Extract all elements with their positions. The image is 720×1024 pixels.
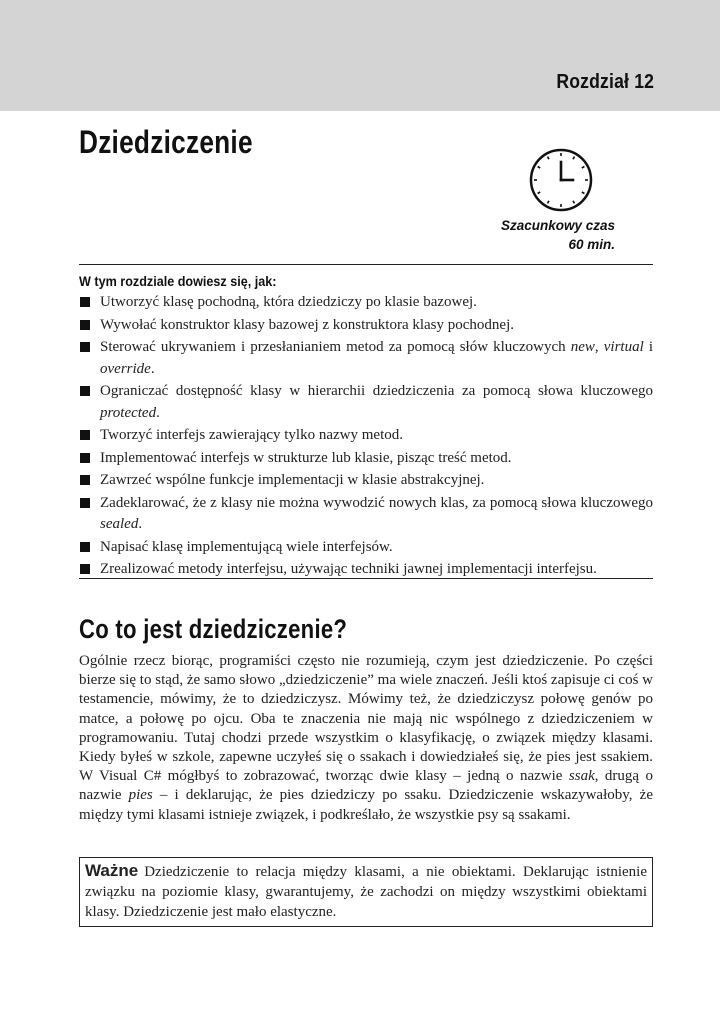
square-bullet-icon — [80, 297, 90, 307]
list-item: Wywołać konstruktor klasy bazowej z konstruktora klasy pochodnej. — [79, 315, 653, 337]
note-label: Ważne — [85, 861, 139, 880]
list-item: Zawrzeć wspólne funkcje implementacji w klasie abstrakcyjnej. — [79, 470, 653, 492]
list-item: Napisać klasę implementującą wiele interfejsów. — [79, 537, 653, 559]
square-bullet-icon — [80, 320, 90, 330]
keyword: sealed — [100, 516, 139, 532]
estimated-time-label: Szacunkowy czas — [500, 218, 615, 233]
class-name-ssak: ssak — [568, 768, 595, 785]
chapter-header-band — [0, 0, 720, 111]
objectives-heading: W tym rozdziale dowiesz się, jak: — [79, 273, 277, 289]
chapter-title: Dziedziczenie — [79, 124, 253, 160]
square-bullet-icon — [80, 453, 90, 463]
square-bullet-icon — [80, 430, 90, 440]
class-name-pies: pies — [128, 787, 153, 804]
list-item: Zadeklarować, że z klasy nie można wywodzić nowych klas, za pomocą słowa kluczowego sealed. — [79, 493, 653, 536]
body-paragraph: Ogólnie rzecz biorąc, programiści często nie rozumieją, czym jest dziedziczenie. Po części bierze się to stąd, że samo słowo „dziedziczenie” ma wiele znaczeń. Jeśli ktoś zapisuje ci coś w testamencie, mówimy, że to dziedziczysz. Mówimy też, że dziedziczysz połowę genów po matce, a połowę po ojcu. Oba te znaczenia nie mają nic wspólnego z dziedziczeniem w programowaniu. Tutaj chodzi przede wszystkim o klasyfikację, o związek między klasami. Kiedy byłeś w szkole, zapewne uczyłeś się o ssakach i dowiedziałeś się, że pies jest ssakiem. W Visual C# mógłbyś to zobrazować, tworząc dwie klasy – jedną o nazwie ssak, drugą o nazwie pies – i deklarując, że pies dziedziczy po ssaku. Dziedziczenie wskazywałoby, że między tymi klasami istnieje związek, i podkreślało, że wszystkie psy są ssakami. — [79, 653, 653, 823]
keyword: protected — [100, 404, 157, 421]
estimated-time — [501, 216, 615, 254]
square-bullet-icon — [80, 386, 90, 396]
estimated-time-value: 60 min. — [568, 237, 615, 252]
keyword: virtual — [603, 339, 644, 355]
list-item: Sterować ukrywaniem i przesłanianiem metod za pomocą słów kluczowych new, virtual i override. — [79, 337, 653, 380]
chapter-number: Rozdział 12 — [556, 71, 654, 93]
list-item: Utworzyć klasę pochodną, która dziedziczy po klasie bazowej. — [79, 292, 653, 314]
keyword: new — [570, 339, 595, 355]
square-bullet-icon — [80, 542, 90, 552]
objectives-list — [79, 292, 653, 582]
square-bullet-icon — [80, 564, 90, 574]
clock-icon — [528, 147, 594, 213]
list-item: Implementować interfejs w strukturze lub klasie, pisząc treść metod. — [79, 448, 653, 470]
important-note-box — [79, 857, 653, 927]
square-bullet-icon — [80, 498, 90, 508]
objectives-bottom-rule — [79, 578, 653, 579]
list-item: Zrealizować metody interfejsu, używając techniki jawnej implementacji interfejsu. — [79, 559, 653, 581]
square-bullet-icon — [80, 342, 90, 352]
note-text: Dziedziczenie to relacja między klasami, a nie obiektami. Deklarując istnienie związku na poziomie klasy, gwarantujemy, że zachodzi on między wszystkimi obiektami klasy. Dziedziczenie jest mało elastyczne. — [85, 864, 647, 920]
list-item: Tworzyć interfejs zawierający tylko nazwy metod. — [79, 425, 653, 447]
list-item: Ograniczać dostępność klasy w hierarchii dziedziczenia za pomocą słowa kluczowego protected. — [79, 381, 653, 424]
keyword: override — [100, 360, 151, 377]
section-title: Co to jest dziedziczenie? — [79, 614, 348, 644]
objectives-top-rule — [79, 264, 653, 265]
square-bullet-icon — [80, 475, 90, 485]
